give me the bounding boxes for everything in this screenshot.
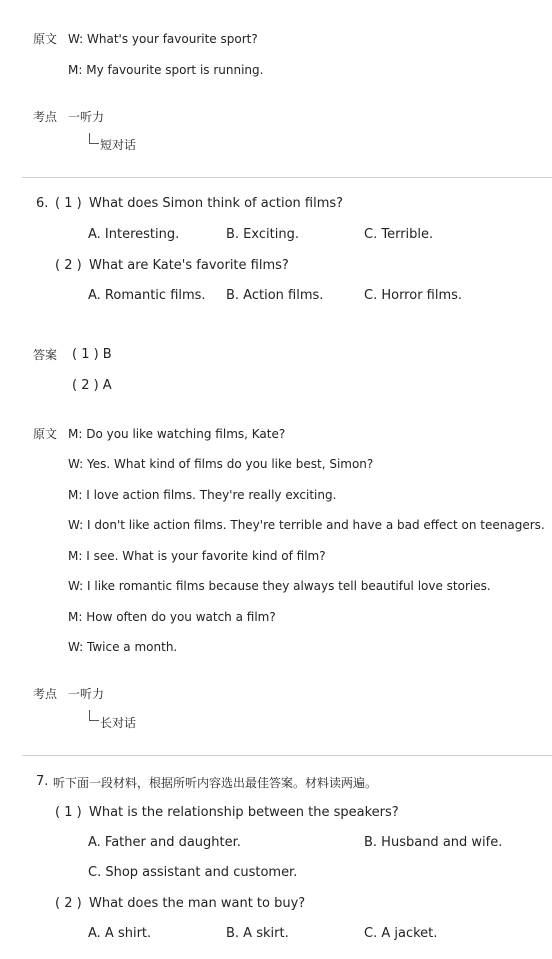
option-c: C. Horror films. [364,288,463,303]
answer-value: ( 1 ) B [72,347,112,362]
option-a: A. A shirt. [88,926,152,941]
tree-connector-icon [89,710,99,721]
option-c: C. Terrible. [364,227,434,242]
kaodian-main: 一听力 [68,687,105,701]
question-stem: What is the relationship between the speakers? [89,805,399,820]
transcript-line: M: My favourite sport is running. [68,63,264,77]
transcript-line: M: Do you like watching films, Kate? [68,427,286,441]
sub-question-tag: ( 1 ) [55,196,82,211]
transcript-line: M: I see. What is your favorite kind of film? [68,549,326,563]
transcript-line: W: I don't like action films. They're terrible and have a bad effect on teenagers. [68,518,545,532]
question-number: 6. [36,196,49,211]
question-stem: What does Simon think of action films? [89,196,344,211]
option-b: B. A skirt. [226,926,289,941]
kaodian-main: 一听力 [68,110,105,124]
option-a: A. Interesting. [88,227,180,242]
option-c: C. A jacket. [364,926,438,941]
option-b: B. Exciting. [226,227,299,242]
transcript-line: W: What's your favourite sport? [68,32,258,46]
kaodian-sub: 短对话 [100,138,137,152]
sub-question-tag: ( 2 ) [55,258,82,273]
answer-label: 答案 [33,348,58,362]
yuanwen-label: 原文 [33,32,58,46]
section-divider [22,755,552,756]
option-b: B. Husband and wife. [364,835,503,850]
transcript-line: W: Twice a month. [68,640,178,654]
option-a: A. Father and daughter. [88,835,241,850]
option-c: C. Shop assistant and customer. [88,865,298,880]
question-stem: What are Kate's favorite films? [89,258,289,273]
option-a: A. Romantic films. [88,288,206,303]
question-number: 7. [36,774,49,789]
kaodian-sub: 长对话 [100,716,137,730]
tree-connector-icon [89,133,99,144]
question-instruction: 听下面一段材料，根据所听内容选出最佳答案。材料读两遍。 [53,776,378,790]
transcript-line: M: How often do you watch a film? [68,610,276,624]
option-b: B. Action films. [226,288,324,303]
transcript-line: M: I love action films. They're really exciting. [68,488,337,502]
kaodian-label: 考点 [33,110,58,124]
kaodian-label: 考点 [33,687,58,701]
transcript-line: W: I like romantic films because they always tell beautiful love stories. [68,579,491,593]
answer-value: ( 2 ) A [72,378,112,393]
transcript-line: W: Yes. What kind of films do you like best, Simon? [68,457,374,471]
yuanwen-label: 原文 [33,427,58,441]
section-divider [22,177,552,178]
question-stem: What does the man want to buy? [89,896,306,911]
sub-question-tag: ( 1 ) [55,805,82,820]
sub-question-tag: ( 2 ) [55,896,82,911]
